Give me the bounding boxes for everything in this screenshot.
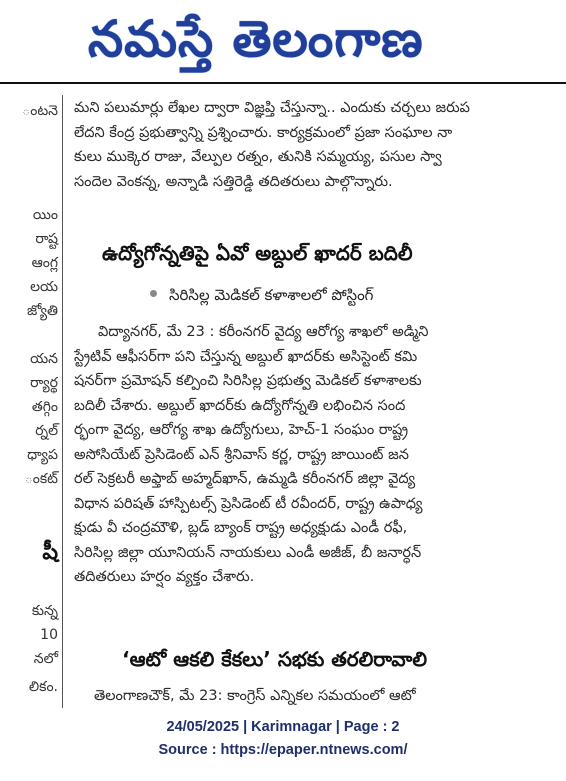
left-fragment: ర్నల్ <box>35 423 58 439</box>
left-fragment: ధ్యాప <box>27 447 58 463</box>
column-divider <box>62 95 63 708</box>
footer-date-line: 24/05/2025 | Karimnagar | Page : 2 <box>166 719 400 735</box>
newspaper-title: నమస్తే తెలంగాణ <box>88 10 424 68</box>
left-fragment: ఆంగ్ల <box>31 255 58 271</box>
left-fragment: యిం <box>32 207 58 223</box>
left-fragment: లయ <box>30 279 58 295</box>
masthead <box>0 0 566 78</box>
bullet-icon <box>150 290 157 297</box>
left-fragment: ంకట్ <box>24 471 58 487</box>
left-fragment: కున్న <box>31 603 58 619</box>
article-headline: ఉద్యోగోన్నతిపై ఏవో అబ్దుల్ ఖాదర్ బదిలీ <box>102 241 413 265</box>
left-column-clipped <box>0 84 60 708</box>
footer-source-line: Source : https://epaper.ntnews.com/ <box>158 742 408 758</box>
left-fragment: నలో <box>33 651 58 667</box>
subheadline-text: సిరిసిల్ల మెడికల్ కళాశాలలో పోస్టింగ్ <box>169 286 374 304</box>
left-fragment: 10 <box>40 627 58 643</box>
left-fragment: తగ్గిం <box>31 399 58 415</box>
top-divider <box>0 82 566 84</box>
left-fragment: లికం. <box>28 679 58 695</box>
left-fragment: ర్యార్థ <box>30 375 58 391</box>
article-top-text: మని పలుమార్లు లేఖల ద్వారా విజ్ఞప్తి చేస్తున్నా.. ఎందుకు చర్చలు జరుప లేదని కేంద్ర ప్రభుత్వాన్ని ప్రశ్నించారు. కార్యక్రమంలో ప్రజా సంఘాల నా కులు ముక్కెర రాజు, వేల్పుల రత్నం, తునికి సమ్మయ్య, పసుల స్వా సందెల వెంకన్న, అన్నాడి సత్తిరెడ్డి తదితరులు పాల్గొన్నారు. <box>74 100 470 190</box>
left-fragment: ంటనె <box>22 103 58 119</box>
left-fragment: యన <box>30 351 58 367</box>
left-fragment-headline: షీ <box>42 540 58 565</box>
article-body: విద్యానగర్, మే 23 : కరీంనగర్ వైద్య ఆరోగ్య శాఖలో అడ్మిని స్ట్రేటివ్ ఆఫీసర్‌గా పని చేస్తున్న అబ్దుల్ ఖాదర్‌కు అసిస్టెంట్ కమి షనర్‌గా ప్రమోషన్ కల్పించి సిరిసిల్ల ప్రభుత్వ మెడికల్ కళాశాలకు బదిలీ చేశారు. అబ్దుల్ ఖాదర్‌కు ఉద్యోగోన్నతి లభించిన సంద ర్భంగా వైద్య, ఆరోగ్య శాఖ ఉద్యోగులు, హెచ్-1 సంఘం రాష్ట్ర అసోసియేట్ ప్రెసిడెంట్ ఎన్ శ్రీనివాస్ కర్ణ, రాష్ట్ర జాయింట్ జన రల్ సెక్రటరీ అఫ్తాబ్ అహ్మద్‌ఖాన్, ఉమ్మడి కరీంనగర్ జిల్లా వైద్య విధాన పరిషత్ హాస్పిటల్స్ ప్రెసిడెంట్ టీ రవీందర్, రాష్ట్ర ఉపాధ్య క్షుడు వీ చంద్రమౌళి, బ్లడ్ బ్యాంక్ రాష్ట్ర అధ్యక్షుడు ఎండీ రఫీ, సిరిసిల్ల జిల్లా యూనియన్ నాయకులు ఎండీ అజీజ్, బీ జనార్ధన్ తదితరులు హర్షం వ్యక్తం చేశారు. <box>74 324 429 585</box>
left-fragment: రాష్ట <box>35 231 58 247</box>
article-bottom-headline: ‘ఆటో ఆకలి కేకలు’ సభకు తరలిరావాలి <box>122 647 428 671</box>
left-fragment: జ్యోతి <box>27 303 58 319</box>
article-subheadline <box>150 286 373 308</box>
article-bottom-body: తెలంగాణచౌక్, మే 23: కాంగ్రెస్ ఎన్నికల సమయంలో ఆటో <box>94 688 416 704</box>
